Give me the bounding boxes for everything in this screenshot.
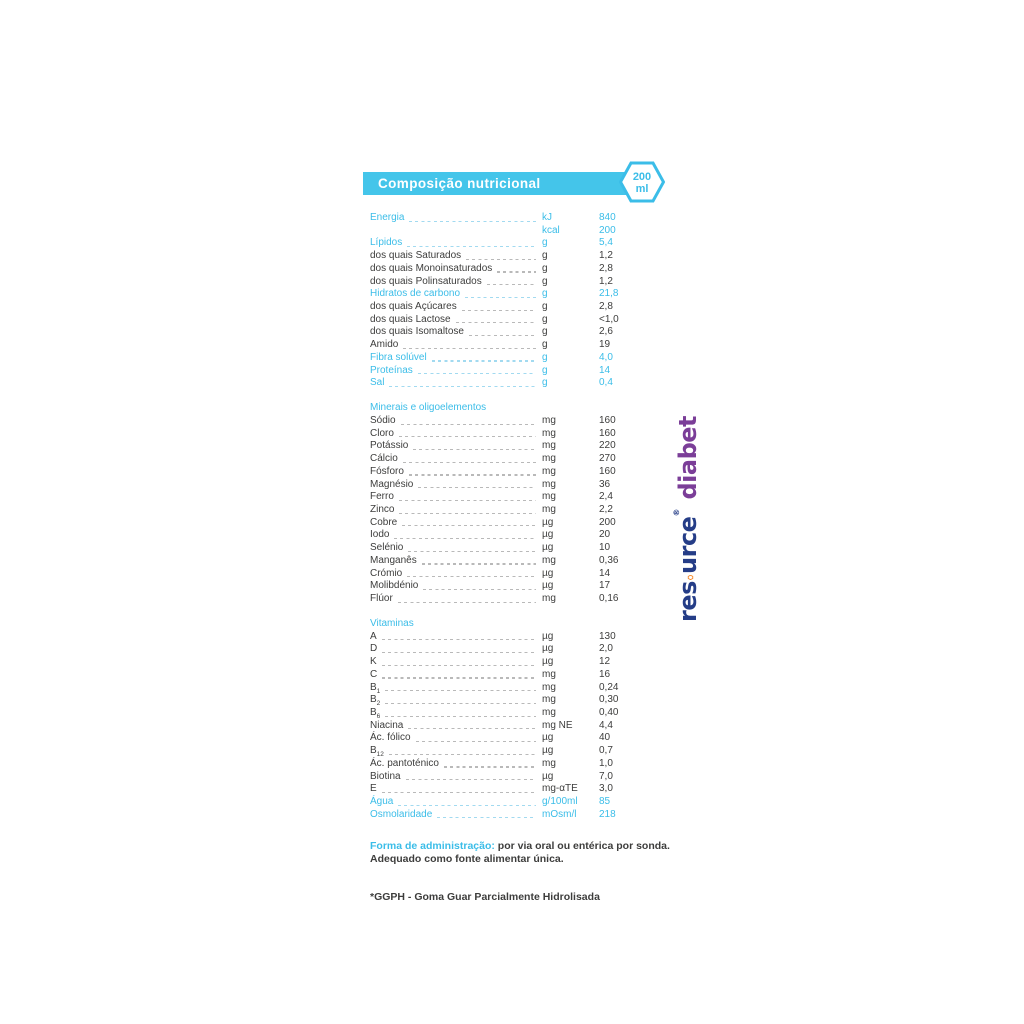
nutrient-label: E: [370, 783, 377, 795]
nutrient-subscript: 2: [376, 700, 381, 708]
nutrient-row: [370, 365, 638, 378]
dash-leader: [456, 322, 536, 323]
row-left: [370, 771, 542, 784]
nutrient-row: [370, 428, 638, 441]
dash-leader: [394, 538, 536, 539]
unit-cell: g: [542, 377, 548, 389]
unit-cell: µg: [542, 516, 554, 528]
nutrient-row: [370, 250, 638, 263]
dash-leader: [423, 589, 536, 590]
unit-cell: mg: [542, 706, 556, 718]
nutrient-row: [370, 643, 638, 656]
nutrient-label: $B_2$: [370, 694, 381, 708]
unit-cell: mg: [542, 465, 556, 477]
row-left: [370, 314, 542, 327]
row-left: [370, 377, 542, 390]
nutrient-label: dos quais Isomaltose: [370, 326, 464, 338]
value-cell: 2,0: [599, 643, 613, 655]
brand-resource-suffix: urce: [674, 516, 702, 574]
nutrient-row: [370, 732, 638, 745]
dash-leader: [416, 741, 536, 742]
nutrient-label: Magnésio: [370, 478, 414, 490]
unit-cell: µg: [542, 580, 554, 592]
dash-leader: [401, 424, 536, 425]
unit-cell: µg: [542, 542, 554, 554]
unit-cell: g: [542, 351, 548, 363]
dash-leader: [385, 690, 536, 691]
row-left: [370, 631, 542, 644]
row-left: [370, 491, 542, 504]
nutrient-label: Fósforo: [370, 465, 404, 477]
value-cell: 4,4: [599, 719, 613, 731]
unit-cell: mg: [542, 491, 556, 503]
row-left: [370, 517, 542, 530]
hexagon-o-icon: [680, 575, 701, 580]
dash-leader: [462, 310, 536, 311]
dash-leader: [399, 500, 536, 501]
nutrient-row: [370, 555, 638, 568]
dash-leader: [422, 563, 536, 564]
nutrient-label: Energia: [370, 212, 405, 223]
unit-cell: g: [542, 326, 548, 338]
nutrient-row: [370, 314, 638, 327]
row-left: [370, 225, 542, 238]
value-cell: 2,4: [599, 491, 613, 503]
administration-line1: [370, 840, 690, 853]
dash-leader: [409, 221, 536, 222]
nutrient-label: K: [370, 656, 377, 668]
nutrient-label: Crómio: [370, 567, 403, 579]
nutrient-row: [370, 415, 638, 428]
nutrient-subscript: 1: [376, 687, 381, 695]
unit-cell: mg-αTE: [542, 783, 578, 795]
dash-leader: [418, 373, 536, 374]
value-cell: 20: [599, 529, 611, 541]
nutrient-label: Iodo: [370, 529, 390, 541]
dash-leader: [432, 360, 536, 361]
value-cell: 7,0: [599, 770, 613, 782]
nutrient-label: Biotina: [370, 770, 401, 782]
nutrient-row: [370, 491, 638, 504]
nutrient-label: Sódio: [370, 414, 396, 426]
value-cell: 16: [599, 668, 611, 680]
nutrient-row: [370, 682, 638, 695]
badge-volume-value: 200: [632, 171, 652, 183]
nutrient-label: Sal: [370, 377, 385, 389]
section-header: Minerais e oligoelementos: [370, 402, 487, 414]
value-cell: 14: [599, 567, 611, 579]
dash-leader: [444, 766, 536, 767]
brand-logo: [669, 416, 707, 622]
unit-cell: mg: [542, 504, 556, 515]
unit-cell: mg: [542, 440, 556, 452]
dash-leader: [382, 652, 536, 653]
row-left: [370, 352, 542, 365]
unit-cell: µg: [542, 529, 554, 541]
nutrient-row: [370, 212, 638, 225]
value-cell: 17: [599, 580, 611, 592]
nutrient-row: [370, 479, 638, 492]
unit-cell: µg: [542, 643, 554, 655]
value-cell: 840: [599, 212, 616, 223]
nutrient-label: Proteínas: [370, 364, 413, 376]
nutrient-label: Amido: [370, 339, 399, 351]
nutrient-label: dos quais Saturados: [370, 250, 462, 262]
row-left: [370, 732, 542, 745]
nutrient-row: [370, 771, 638, 784]
row-left: [370, 555, 542, 568]
dash-leader: [389, 754, 536, 755]
dash-leader: [402, 525, 536, 526]
value-cell: 0,40: [599, 706, 619, 718]
nutrient-label: $B_{12}$: [370, 745, 384, 759]
row-left: [370, 542, 542, 555]
nutrient-label: $B_1$: [370, 681, 381, 695]
row-left: [370, 301, 542, 314]
section-header: Vitaminas: [370, 617, 414, 629]
nutrient-row: [370, 745, 638, 758]
nutrient-row: [370, 263, 638, 276]
nutrient-row: [370, 783, 638, 796]
dash-leader: [487, 284, 536, 285]
nutrient-label: Cálcio: [370, 453, 398, 465]
volume-badge: [619, 161, 665, 203]
value-cell: 200: [599, 516, 616, 528]
value-cell: 1,0: [599, 757, 613, 769]
nutrient-row: [370, 631, 638, 644]
nutrient-label: Potássio: [370, 440, 409, 452]
value-cell: 130: [599, 630, 616, 642]
nutrient-label: Cobre: [370, 516, 398, 528]
dash-leader: [406, 779, 536, 780]
badge-volume-unit: ml: [635, 183, 649, 195]
nutrient-label: dos quais Lactose: [370, 313, 451, 325]
nutrient-row: [370, 593, 638, 606]
row-left: [370, 504, 542, 517]
unit-cell: mg: [542, 757, 556, 769]
value-cell: 220: [599, 440, 616, 452]
unit-cell: kJ: [542, 212, 552, 223]
nutrient-label: Niacina: [370, 719, 404, 731]
nutrient-row: [370, 453, 638, 466]
value-cell: 21,8: [599, 288, 619, 300]
unit-cell: mOsm/l: [542, 808, 577, 820]
value-cell: 0,36: [599, 554, 619, 566]
row-left: [370, 288, 542, 301]
nutrient-row: [370, 466, 638, 479]
unit-cell: mg: [542, 427, 556, 439]
registered-trademark-icon: ®: [672, 508, 681, 517]
unit-cell: mg: [542, 681, 556, 693]
row-left: [370, 440, 542, 453]
nutrient-label: Ác. fólico: [370, 732, 411, 744]
nutrient-label: Cloro: [370, 427, 394, 439]
value-cell: 10: [599, 542, 611, 554]
nutrient-row: [370, 707, 638, 720]
value-cell: 160: [599, 414, 616, 426]
nutrient-label: C: [370, 668, 378, 680]
nutrient-label: $B_6$: [370, 706, 381, 720]
row-left: [370, 237, 542, 250]
nutrient-label: Manganês: [370, 554, 417, 566]
unit-cell: mg: [542, 694, 556, 706]
row-left: [370, 669, 542, 682]
nutrient-label: D: [370, 643, 378, 655]
unit-cell: mg NE: [542, 719, 573, 731]
nutrient-label: Selénio: [370, 542, 404, 554]
dash-leader: [382, 677, 536, 678]
row-left: [370, 682, 542, 695]
row-left: [370, 580, 542, 593]
administration-info: [370, 840, 690, 866]
nutrient-row: [370, 440, 638, 453]
row-left: [370, 466, 542, 479]
nutrient-row: [370, 758, 638, 771]
nutrient-row: [370, 276, 638, 289]
nutrient-row: [370, 352, 638, 365]
value-cell: 0,30: [599, 694, 619, 706]
dash-leader: [398, 602, 536, 603]
dash-leader: [389, 386, 536, 387]
dash-leader: [408, 551, 536, 552]
dash-leader: [497, 271, 536, 272]
value-cell: 2,2: [599, 504, 613, 515]
row-left: [370, 796, 542, 809]
nutrient-row: [370, 504, 638, 517]
nutrient-row: [370, 517, 638, 530]
nutrient-subscript: 6: [376, 712, 381, 720]
dash-leader: [403, 348, 536, 349]
value-cell: 2,6: [599, 326, 613, 338]
value-cell: 1,2: [599, 250, 613, 262]
nutrient-row: [370, 694, 638, 707]
value-cell: 2,8: [599, 262, 613, 274]
row-left: [370, 758, 542, 771]
value-cell: 1,2: [599, 275, 613, 287]
dash-leader: [382, 665, 536, 666]
nutrient-label: Hidratos de carbono: [370, 288, 461, 300]
value-cell: 160: [599, 465, 616, 477]
dash-leader: [465, 297, 536, 298]
row-left: [370, 453, 542, 466]
row-left: [370, 415, 542, 428]
row-left: [370, 276, 542, 289]
nutrient-label: dos quais Polinsaturados: [370, 275, 482, 287]
dash-leader: [408, 728, 536, 729]
value-cell: 85: [599, 796, 611, 807]
unit-cell: g: [542, 237, 548, 249]
dash-leader: [398, 805, 536, 806]
value-cell: 4,0: [599, 351, 613, 363]
value-cell: 12: [599, 656, 611, 668]
value-cell: 14: [599, 364, 611, 376]
nutrient-row: [370, 326, 638, 339]
page-title: Composição nutricional: [378, 176, 541, 191]
nutrition-table: [370, 212, 638, 821]
unit-cell: mg: [542, 554, 556, 566]
dash-leader: [399, 436, 536, 437]
unit-cell: mg: [542, 453, 556, 465]
nutrient-row: [370, 669, 638, 682]
row-left: [370, 707, 542, 720]
dash-leader: [385, 716, 536, 717]
nutrient-label: Flúor: [370, 593, 393, 605]
value-cell: 160: [599, 427, 616, 439]
nutrient-row: [370, 796, 638, 809]
row-left: [370, 643, 542, 656]
unit-cell: g: [542, 250, 548, 262]
row-left: [370, 656, 542, 669]
value-cell: 40: [599, 732, 611, 744]
unit-cell: mg: [542, 668, 556, 680]
unit-cell: g: [542, 301, 548, 313]
dash-leader: [403, 462, 536, 463]
administration-line2: Adequado como fonte alimentar única.: [370, 853, 564, 865]
administration-label: Forma de administração:: [370, 840, 495, 852]
nutrient-label: Ác. pantoténico: [370, 757, 439, 769]
dash-leader: [469, 335, 536, 336]
nutrient-row: [370, 301, 638, 314]
unit-cell: g: [542, 313, 548, 325]
row-left: [370, 720, 542, 733]
unit-cell: µg: [542, 567, 554, 579]
value-cell: 0,7: [599, 745, 613, 757]
nutrient-label: Fibra solúvel: [370, 351, 427, 363]
nutrient-row: [370, 568, 638, 581]
unit-cell: µg: [542, 770, 554, 782]
unit-cell: mg: [542, 593, 556, 605]
brand-resource-prefix: res: [674, 581, 702, 622]
nutrient-row: [370, 529, 638, 542]
value-cell: 200: [599, 224, 616, 236]
nutrient-row: [370, 656, 638, 669]
dash-leader: [466, 259, 536, 260]
row-left: [370, 479, 542, 492]
row-left: [370, 263, 542, 276]
nutrient-label: Zinco: [370, 504, 395, 515]
nutrient-row: [370, 580, 638, 593]
nutrient-row: [370, 237, 638, 250]
value-cell: 36: [599, 478, 611, 490]
unit-cell: kcal: [542, 224, 560, 236]
row-left: [370, 568, 542, 581]
value-cell: 0,4: [599, 377, 613, 389]
row-left: [370, 529, 542, 542]
unit-cell: g: [542, 288, 548, 300]
nutrient-row: [370, 542, 638, 555]
brand-product-name: diabet: [674, 416, 702, 500]
row-left: [370, 593, 542, 606]
dash-leader: [382, 639, 536, 640]
dash-leader: [407, 576, 536, 577]
unit-cell: µg: [542, 745, 554, 757]
dash-leader: [437, 817, 536, 818]
row-left: [370, 326, 542, 339]
nutrient-row: [370, 377, 638, 390]
nutrient-label: dos quais Monoinsaturados: [370, 262, 493, 274]
nutrient-label: Água: [370, 796, 394, 807]
value-cell: 2,8: [599, 301, 613, 313]
unit-cell: µg: [542, 732, 554, 744]
value-cell: 3,0: [599, 783, 613, 795]
row-left: [370, 745, 542, 758]
unit-cell: g: [542, 262, 548, 274]
ggph-footnote: *GGPH - Goma Guar Parcialmente Hidrolisada: [370, 891, 600, 903]
dash-leader: [409, 474, 536, 475]
dash-leader: [407, 246, 536, 247]
nutrient-label: dos quais Açúcares: [370, 301, 457, 313]
header-bar: [363, 172, 631, 195]
administration-text: por via oral ou entérica por sonda.: [494, 840, 670, 852]
nutrient-label: Molibdénio: [370, 580, 419, 592]
nutrient-label: Lípidos: [370, 237, 403, 249]
value-cell: 19: [599, 339, 611, 351]
row-left: [370, 809, 542, 822]
unit-cell: mg: [542, 478, 556, 490]
nutrient-row: [370, 339, 638, 352]
dash-leader: [399, 513, 536, 514]
row-left: [370, 365, 542, 378]
nutrient-label: Ferro: [370, 491, 394, 503]
nutrient-label: A: [370, 630, 377, 642]
row-left: [370, 212, 542, 225]
dash-leader: [413, 449, 536, 450]
unit-cell: g: [542, 364, 548, 376]
row-left: [370, 783, 542, 796]
value-cell: 218: [599, 808, 616, 820]
value-cell: 5,4: [599, 237, 613, 249]
unit-cell: µg: [542, 656, 554, 668]
dash-leader: [418, 487, 536, 488]
unit-cell: mg: [542, 414, 556, 426]
unit-cell: g: [542, 339, 548, 351]
nutrient-row: [370, 288, 638, 301]
row-left: [370, 250, 542, 263]
row-left: [370, 428, 542, 441]
unit-cell: g: [542, 275, 548, 287]
nutrient-row: [370, 225, 638, 238]
unit-cell: µg: [542, 630, 554, 642]
nutrient-label: Osmolaridade: [370, 808, 433, 820]
row-left: [370, 694, 542, 707]
nutrient-row: [370, 809, 638, 822]
row-left: [370, 339, 542, 352]
nutrient-row: [370, 720, 638, 733]
value-cell: 270: [599, 453, 616, 465]
nutrient-subscript: 12: [376, 751, 384, 759]
dash-leader: [385, 703, 536, 704]
value-cell: 0,16: [599, 593, 619, 605]
dash-leader: [382, 792, 536, 793]
value-cell: 0,24: [599, 681, 619, 693]
value-cell: <1,0: [599, 313, 619, 325]
unit-cell: g/100ml: [542, 796, 578, 807]
